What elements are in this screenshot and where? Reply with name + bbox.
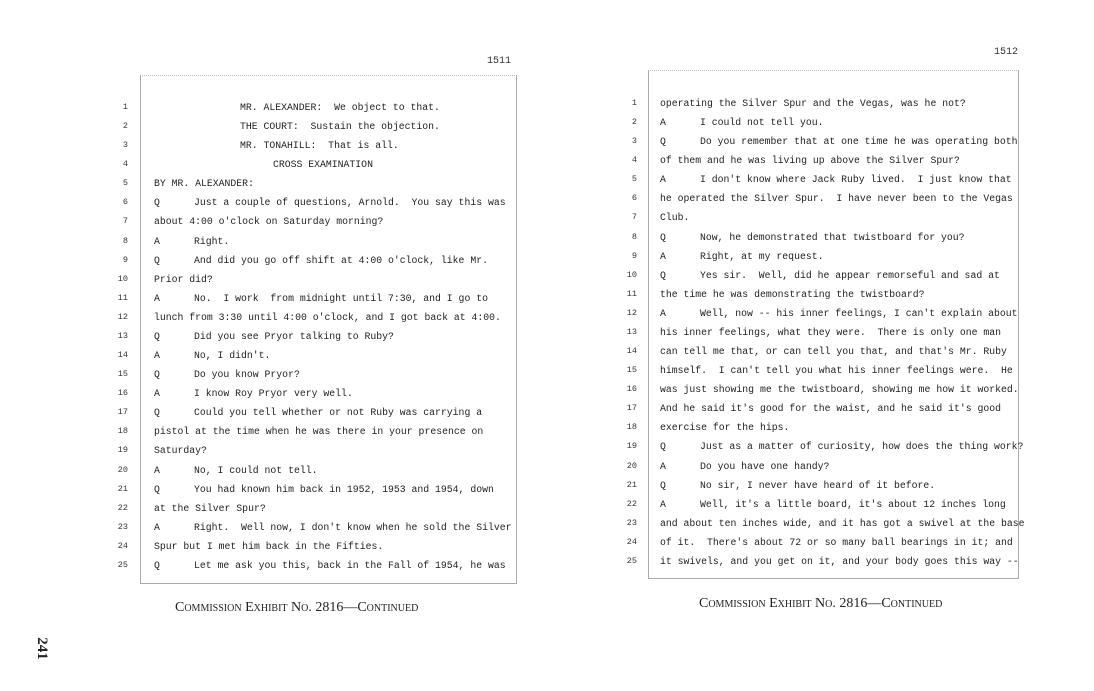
line-number: 4 [631, 155, 637, 166]
transcript-line: No, I could not tell. [194, 464, 318, 476]
line-number: 24 [117, 540, 128, 551]
transcript-line: Spur but I met him back in the Fifties. [154, 540, 384, 552]
transcript-line: of it. There's about 72 or so many ball bearings in it; and [660, 536, 1013, 548]
line-number: 21 [117, 483, 128, 494]
transcript-line: Well, it's a little board, it's about 12 inches long [700, 498, 1006, 510]
line-number: 23 [626, 517, 637, 528]
line-number: 3 [122, 140, 128, 151]
speaker-label: Q [154, 330, 160, 342]
speaker-label: Q [154, 407, 160, 419]
line-number: 2 [631, 117, 637, 128]
transcript-line: at the Silver Spur? [154, 502, 266, 514]
line-number: 15 [117, 369, 128, 380]
transcript-line: lunch from 3:30 until 4:00 o'clock, and I got back at 4:00. [154, 311, 501, 323]
speaker-label: A [660, 250, 666, 262]
speaker-label: A [154, 292, 160, 304]
line-number: 7 [631, 212, 637, 223]
line-number: 11 [626, 288, 637, 299]
speaker-label: Q [154, 559, 160, 571]
transcript-line: Yes sir. Well, did he appear remorseful and sad at [700, 269, 1000, 281]
transcript-line: No, I didn't. [194, 350, 271, 362]
exhibit-caption-left: Commission Exhibit No. 2816—Continued [175, 600, 419, 615]
line-number: 12 [626, 307, 637, 318]
transcript-line: MR. ALEXANDER: We object to that. [240, 102, 440, 113]
speaker-label: Q [154, 254, 160, 266]
line-number: 14 [117, 350, 128, 361]
line-number: 21 [626, 479, 637, 490]
speaker-label: Q [154, 369, 160, 381]
line-number: 10 [117, 273, 128, 284]
line-number: 18 [626, 422, 637, 433]
line-number: 20 [117, 464, 128, 475]
speaker-label: A [660, 174, 666, 186]
line-number: 2 [122, 121, 128, 132]
line-number: 13 [626, 326, 637, 337]
line-number: 16 [626, 384, 637, 395]
line-number: 6 [122, 197, 128, 208]
transcript-line: Do you know Pryor? [194, 369, 300, 381]
speaker-label: A [154, 388, 160, 400]
speaker-label: Q [660, 479, 666, 491]
transcript-line: of them and he was living up above the Silver Spur? [660, 155, 960, 167]
line-number: 7 [122, 216, 128, 227]
speaker-label: A [660, 498, 666, 510]
transcript-line: pistol at the time when he was there in your presence on [154, 426, 484, 438]
line-number: 13 [117, 330, 128, 341]
transcript-line: Right, at my request. [700, 250, 824, 262]
line-number: 8 [631, 231, 637, 242]
speaker-label: A [154, 350, 160, 362]
line-number: 25 [117, 559, 128, 570]
volume-page-number: 241 [33, 637, 50, 660]
line-number: 12 [117, 311, 128, 322]
transcript-line: Do you have one handy? [700, 460, 830, 472]
line-number: 19 [117, 445, 128, 456]
transcript-line: I don't know where Jack Ruby lived. I just know that [700, 174, 1012, 186]
transcript-line: MR. TONAHILL: That is all. [240, 140, 399, 152]
transcript-line: he operated the Silver Spur. I have never been to the Vegas [660, 193, 1013, 205]
line-number: 5 [122, 178, 128, 189]
transcript-line: Saturday? [154, 445, 207, 457]
transcript-line: BY MR. ALEXANDER: [154, 178, 254, 190]
transcript-line: And did you go off shift at 4:00 o'clock, like Mr. [194, 254, 488, 266]
transcript-line: Prior did? [154, 273, 213, 285]
transcript-line: exercise for the hips. [660, 422, 790, 434]
transcript-line: Club. [660, 212, 690, 224]
speaker-label: A [660, 117, 666, 129]
line-number: 25 [626, 555, 637, 566]
line-number: 1 [122, 102, 128, 112]
line-number: 15 [626, 365, 637, 376]
line-number: 14 [626, 346, 637, 357]
speaker-label: A [660, 460, 666, 472]
transcript-line: Right. Well now, I don't know when he sold the Silver [194, 521, 512, 533]
line-number: 22 [626, 498, 637, 509]
transcript-line: Well, now -- his inner feelings, I can't explain about [700, 307, 1018, 319]
line-number: 17 [117, 407, 128, 418]
transcript-line: can tell me that, or can tell you that, and that's Mr. Ruby [660, 346, 1007, 358]
line-number: 10 [626, 269, 637, 280]
speaker-label: A [154, 235, 160, 247]
line-number: 3 [631, 136, 637, 147]
transcript-line: and about ten inches wide, and it has got a swivel at the base [660, 517, 1025, 529]
transcript-line: his inner feelings, what they were. There is only one man [660, 326, 1001, 338]
transcript-line: I know Roy Pryor very well. [194, 388, 353, 400]
speaker-label: Q [660, 136, 666, 148]
transcript-line: Let me ask you this, back in the Fall of 1954, he was [194, 559, 506, 571]
transcript-line: No sir, I never have heard of it before. [700, 479, 936, 491]
line-number: 18 [117, 426, 128, 437]
speaker-label: Q [154, 483, 160, 495]
transcript-line: Do you remember that at one time he was operating both [700, 136, 1018, 148]
transcript-line: THE COURT: Sustain the objection. [240, 121, 440, 133]
speaker-label: A [154, 464, 160, 476]
transcript-line: it swivels, and you get on it, and your body goes this way -- [660, 555, 1019, 567]
line-number: 23 [117, 521, 128, 532]
speaker-label: Q [154, 197, 160, 209]
speaker-label: A [660, 307, 666, 319]
transcript-line: CROSS EXAMINATION [273, 159, 373, 171]
transcript-line: Just as a matter of curiosity, how does the thing work? [700, 441, 1024, 453]
line-number: 4 [122, 159, 128, 170]
line-number: 11 [117, 292, 128, 303]
transcript-line: No. I work from midnight until 7:30, and I go to [194, 292, 488, 304]
transcript-line: Right. [194, 235, 230, 247]
transcript-line: was just showing me the twistboard, showing me how it worked. [660, 384, 1019, 396]
line-number: 24 [626, 536, 637, 547]
transcript-line: about 4:00 o'clock on Saturday morning? [154, 216, 384, 228]
transcript-line: Just a couple of questions, Arnold. You say this was [194, 197, 506, 209]
line-number: 6 [631, 193, 637, 204]
transcript-line: And he said it's good for the waist, and he said it's good [660, 403, 1001, 415]
transcript-line: operating the Silver Spur and the Vegas, was he not? [660, 98, 966, 109]
exhibit-caption-right: Commission Exhibit No. 2816—Continued [699, 596, 943, 611]
speaker-label: Q [660, 269, 666, 281]
line-number: 5 [631, 174, 637, 185]
speaker-label: Q [660, 441, 666, 453]
page-number-left: 1511 [487, 56, 512, 67]
transcript-line: Did you see Pryor talking to Ruby? [194, 330, 394, 342]
transcript-line: You had known him back in 1952, 1953 and 1954, down [194, 483, 494, 495]
line-number: 16 [117, 388, 128, 399]
transcript-line: Could you tell whether or not Ruby was carrying a [194, 407, 483, 419]
line-number: 20 [626, 460, 637, 471]
speaker-label: A [154, 521, 160, 533]
line-number: 22 [117, 502, 128, 513]
line-number: 8 [122, 235, 128, 246]
speaker-label: Q [660, 231, 666, 243]
transcript-line: the time he was demonstrating the twistboard? [660, 288, 925, 300]
transcript-line: Now, he demonstrated that twistboard for you? [700, 231, 965, 243]
line-number: 19 [626, 441, 637, 452]
transcript-line: I could not tell you. [700, 117, 824, 129]
line-number: 17 [626, 403, 637, 414]
line-number: 1 [631, 98, 637, 108]
page-number-right: 1512 [994, 47, 1019, 58]
transcript-line: himself. I can't tell you what his inner feelings were. He [660, 365, 1013, 377]
line-number: 9 [631, 250, 637, 261]
line-number: 9 [122, 254, 128, 265]
